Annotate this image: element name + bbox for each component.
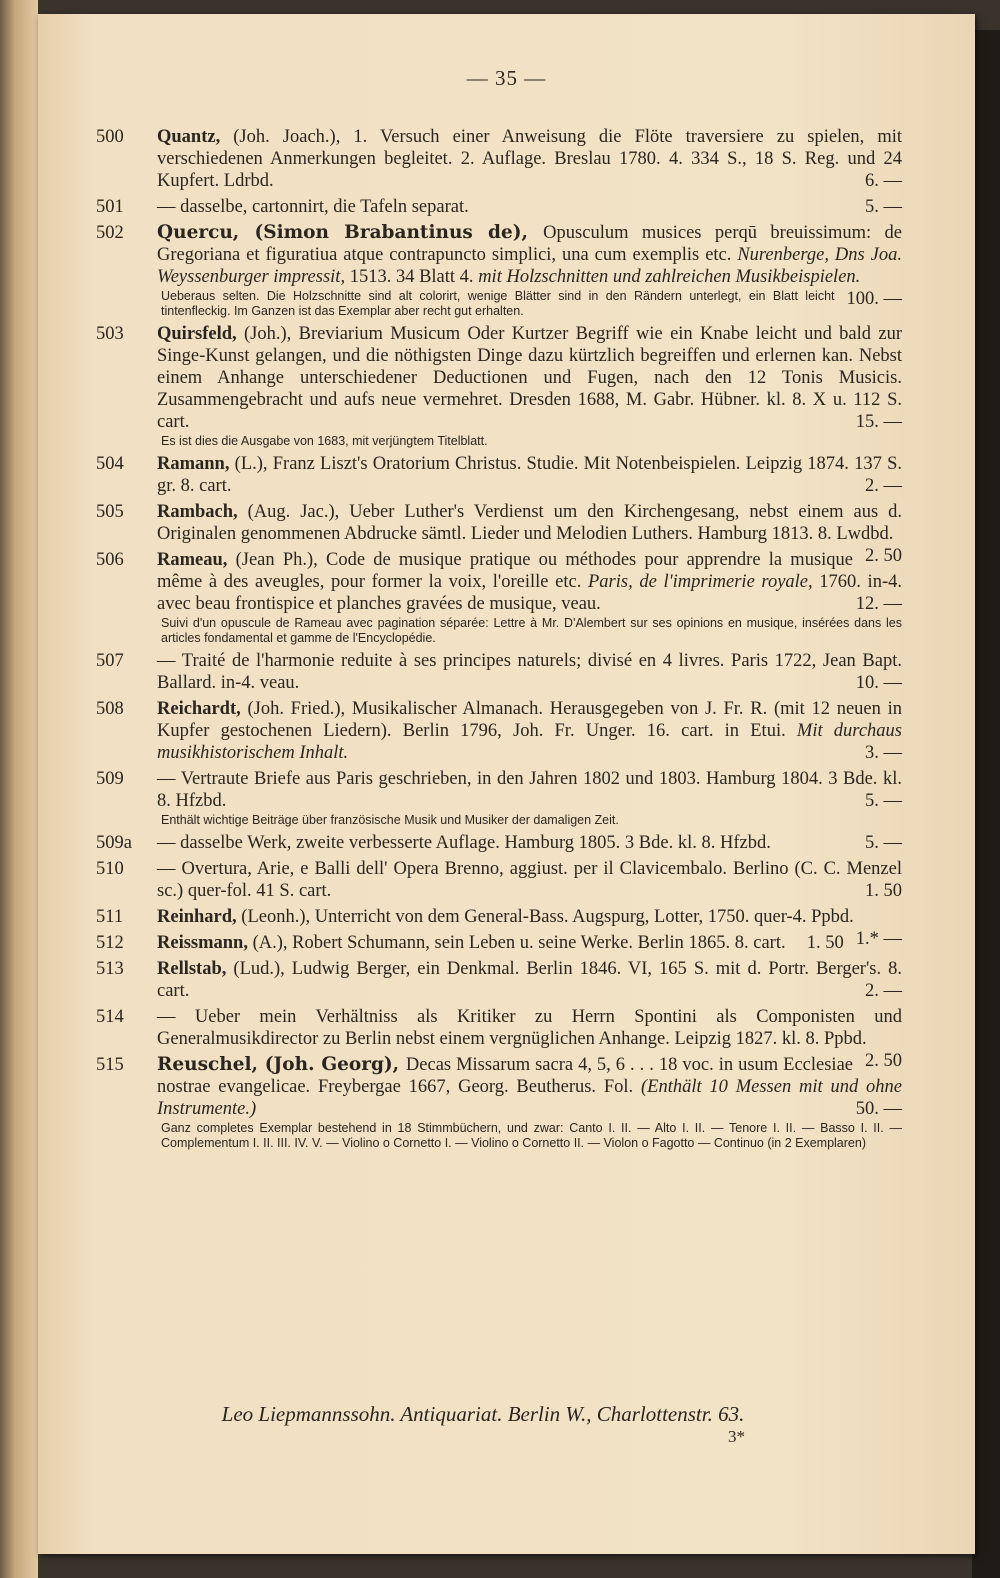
entries-list (96, 126, 903, 1155)
entry-text: Decas Missarum sacra 4, 5, 6 . . . 18 voc. in usum Ecclesiae nostrae evangelicae. Freybergae 1667, Georg. Beutherus. Fol. (157, 1055, 853, 1097)
entry-body (157, 858, 902, 902)
entry-price: 2. 50 (865, 546, 902, 566)
entry-text: (Joh. Fried.), Musikalischer Almanach. Herausgegeben von J. Fr. R. (mit 12 neuen in Kupfer gestochenen Liedern). Berlin 1796, Joh. Fr. Unger. 16. cart. in Etui. (157, 699, 902, 741)
publisher-footer: Leo Liepmannssohn. Antiquariat. Berlin W., Charlottenstr. 63. (221, 1402, 745, 1426)
entry-number: 511 (96, 907, 124, 927)
entry-number: 515 (96, 1055, 124, 1075)
entry-body (157, 323, 902, 433)
entry-italic: Nurenberge, Dns Joa. Weyssenburger impressit, (157, 245, 902, 287)
entry-price: 10. — (855, 673, 902, 693)
right-margin-dark (972, 30, 1000, 1578)
entry-author: Rambach, (157, 502, 248, 522)
entry-body (157, 958, 902, 1002)
entry-number: 505 (96, 502, 124, 522)
entry-price: 5. — (865, 833, 902, 853)
catalog-entry (96, 323, 902, 449)
entry-author: Reuschel, (Joh. Georg), (157, 1054, 406, 1075)
entry-text: (Joh. Joach.), 1. Versuch einer Anweisung die Flöte traversiere zu spielen, mit verschiedenen Anmerkungen begleitet. 2. Auflage. Breslau 1780. 4. 334 S., 18 S. Reg. und 24 Kupfert. Ldrbd. (157, 127, 902, 191)
catalog-page (38, 14, 975, 1554)
entry-price: 5. — (865, 791, 902, 811)
catalog-entry (96, 768, 902, 828)
entry-text: (Leonh.), Unterricht von dem General-Bass. Augspurg, Lotter, 1750. quer-4. Ppbd. (241, 907, 854, 927)
entry-text-cont: 1760. in-4. avec beau frontispice et planches gravées de musique, veau. (157, 572, 902, 614)
entry-text: (Aug. Jac.), Ueber Luther's Verdienst um den Kirchengesang, nebst einem aus d. Originalen genommenen Abdrucke sämtl. Lieder und Melodien Luthers. Hamburg 1813. 8. Lwdbd. (157, 502, 902, 544)
entry-body (157, 1054, 902, 1120)
entry-body (157, 768, 902, 812)
catalog-entry (96, 858, 902, 902)
signature-mark: 3* (728, 1427, 745, 1446)
entry-text: (Joh.), Breviarium Musicum Oder Kurtzer Begriff wie ein Knabe leicht und bald zur Singe-Kunst gelangen, und die nöthigsten Dinge dazu kürtzlich begreiffen und erlernen kan. Nebst einem Anhange unterschiedener Deductionen und Fugen, nach den 12 Tonis Musicis. Zusammengebracht und aufs neue vermehret. Dresden 1688, M. Gabr. Hübner. kl. 8. X u. 112 S. cart. (157, 324, 902, 432)
entry-text: (L.), Franz Liszt's Oratorium Christus. Studie. Mit Notenbeispielen. Leipzig 1874. 137 S. gr. 8. cart. (157, 454, 902, 496)
entry-price: 100. — (846, 289, 902, 309)
entry-price: 2. — (865, 981, 902, 1001)
entry-number: 501 (96, 197, 124, 217)
entry-number: 503 (96, 324, 124, 344)
entry-italic: Paris, de l'imprimerie royale, (587, 572, 820, 592)
entry-author: Ramann, (157, 454, 235, 474)
entry-note: Suivi d'un opuscule de Rameau avec pagination séparée: Lettre à Mr. D'Alembert sur ses opinions en musique, insérées dans les articles fondamental et gamme de l'Encyclopédie. (161, 616, 902, 645)
entry-body (157, 832, 902, 854)
entry-text: — Vertraute Briefe aus Paris geschrieben, in den Jahren 1802 und 1803. Hamburg 1804. 3 Bde. kl. 8. Hfzbd. (157, 769, 902, 811)
entry-number: 512 (96, 933, 124, 953)
entry-body (157, 126, 902, 192)
catalog-entry (96, 958, 903, 1002)
entry-price: 1.* — (855, 929, 902, 949)
entry-price: 3. — (865, 743, 902, 763)
page-number: — 35 — (466, 66, 547, 90)
entry-author: Rameau, (157, 550, 236, 570)
entry-text: — Overtura, Arie, e Balli dell' Opera Brenno, aggiust. per il Clavicembalo. Berlino (C. C. Menzel sc.) quer-fol. 41 S. cart. (157, 859, 902, 901)
catalog-entry (96, 126, 902, 192)
entry-number: 507 (96, 651, 124, 671)
page-edge (0, 0, 38, 1578)
entry-number: 506 (96, 550, 124, 570)
entry-body (157, 453, 902, 497)
entry-author: Quirsfeld, (157, 324, 244, 344)
entry-price: 5. — (865, 197, 902, 217)
entry-italic-cont: mit Holzschnitten und zahlreichen Musikbeispielen. (478, 267, 861, 287)
entry-number: 500 (96, 127, 124, 147)
entry-note: Ueberaus selten. Die Holzschnitte sind alt colorirt, wenige Blätter sind in den Rändern unterlegt, ein Blatt leicht tintenfleckig. Im Ganzen ist das Exemplar aber recht gut erhalten. (161, 289, 835, 318)
entry-text: — dasselbe, cartonnirt, die Tafeln separat. (157, 197, 469, 217)
entry-price: 12. — (855, 594, 902, 614)
entry-number: 510 (96, 859, 124, 879)
catalog-entry (96, 698, 902, 764)
entry-number: 513 (96, 959, 124, 979)
entry-body (157, 549, 902, 615)
entry-text: Opusculum musices perqū breuissimum: de Gregoriana et figuratiua atque contrapuncto simplici, una cum exemplis etc. (157, 223, 902, 265)
entry-price: 2. 50 (865, 1051, 902, 1071)
entry-body (157, 932, 902, 954)
entry-number: 509 (96, 769, 124, 789)
entry-author: Reichardt, (157, 699, 248, 719)
entry-italic: (Enthält 10 Messen mit und ohne Instrumente.) (157, 1077, 902, 1119)
catalog-entry (96, 222, 902, 319)
entry-price: 1. 50 (806, 933, 844, 953)
entry-text: (Jean Ph.), Code de musique pratique ou méthodes pour apprendre la musique même à des aveugles, pour former la voix, l'oreille etc. (157, 550, 853, 592)
entry-price: 1. 50 (865, 881, 902, 901)
entry-italic: Mit durchaus musikhistorischem Inhalt. (157, 721, 902, 763)
entry-number: 509a (96, 833, 132, 853)
entry-price: 15. — (855, 412, 902, 432)
catalog-entry (96, 196, 902, 218)
entry-number: 514 (96, 1007, 124, 1027)
catalog-entry (96, 650, 902, 694)
entry-note: Enthält wichtige Beiträge über französische Musik und Musiker der damaligen Zeit. (161, 813, 619, 827)
entry-text: — Traité de l'harmonie reduite à ses principes naturels; divisé en 4 livres. Paris 1722, Jean Bapt. Ballard. in-4. veau. (157, 651, 902, 693)
entry-price: 2. — (865, 476, 902, 496)
entry-text: — dasselbe Werk, zweite verbesserte Auflage. Hamburg 1805. 3 Bde. kl. 8. Hfzbd. (157, 833, 771, 853)
catalog-entry (96, 832, 902, 854)
catalog-entry (96, 453, 902, 497)
entry-text: (Lud.), Ludwig Berger, ein Denkmal. Berlin 1846. VI, 165 S. mit d. Portr. Berger's. 8. cart. (157, 959, 903, 1001)
entry-note: Ganz completes Exemplar bestehend in 18 Stimmbüchern, und zwar: Canto I. II. — Alto I. II. — Tenore I. II. — Basso I. II. — Complementum I. II. III. IV. V. — Violino o Cornetto I. — Violino o Cornetto II. — Violon o Fagotto — Continuo (in 2 Exemplaren) (161, 1121, 902, 1150)
entry-text: — Ueber mein Verhältniss als Kritiker zu Herrn Spontini als Componisten und Generalmusikdirector zu Berlin nebst einem vergnüglichen Anhange. Leipzig 1827. kl. 8. Ppbd. (157, 1007, 902, 1049)
catalog-entry (96, 932, 902, 954)
entry-price: 50. — (855, 1099, 902, 1119)
entry-body (157, 650, 902, 694)
entry-number: 504 (96, 454, 124, 474)
entry-price: 6. — (865, 171, 902, 191)
entry-body (157, 698, 902, 764)
entry-author: Quercu, (Simon Brabantinus de), (157, 222, 544, 243)
entry-text-cont: 1513. 34 Blatt 4. (349, 267, 479, 287)
catalog-entry (96, 549, 902, 646)
entry-author: Quantz, (157, 127, 234, 147)
entry-body (157, 196, 902, 218)
entry-author: Rellstab, (157, 959, 234, 979)
entry-note: Es ist dies die Ausgabe von 1683, mit verjüngtem Titelblatt. (161, 434, 488, 448)
catalog-entry (96, 1054, 902, 1151)
entry-author: Reinhard, (157, 907, 242, 927)
entry-number: 502 (96, 223, 124, 243)
entry-text: (A.), Robert Schumann, sein Leben u. seine Werke. Berlin 1865. 8. cart. (252, 933, 786, 953)
entry-number: 508 (96, 699, 124, 719)
entry-author: Reissmann, (157, 933, 253, 953)
